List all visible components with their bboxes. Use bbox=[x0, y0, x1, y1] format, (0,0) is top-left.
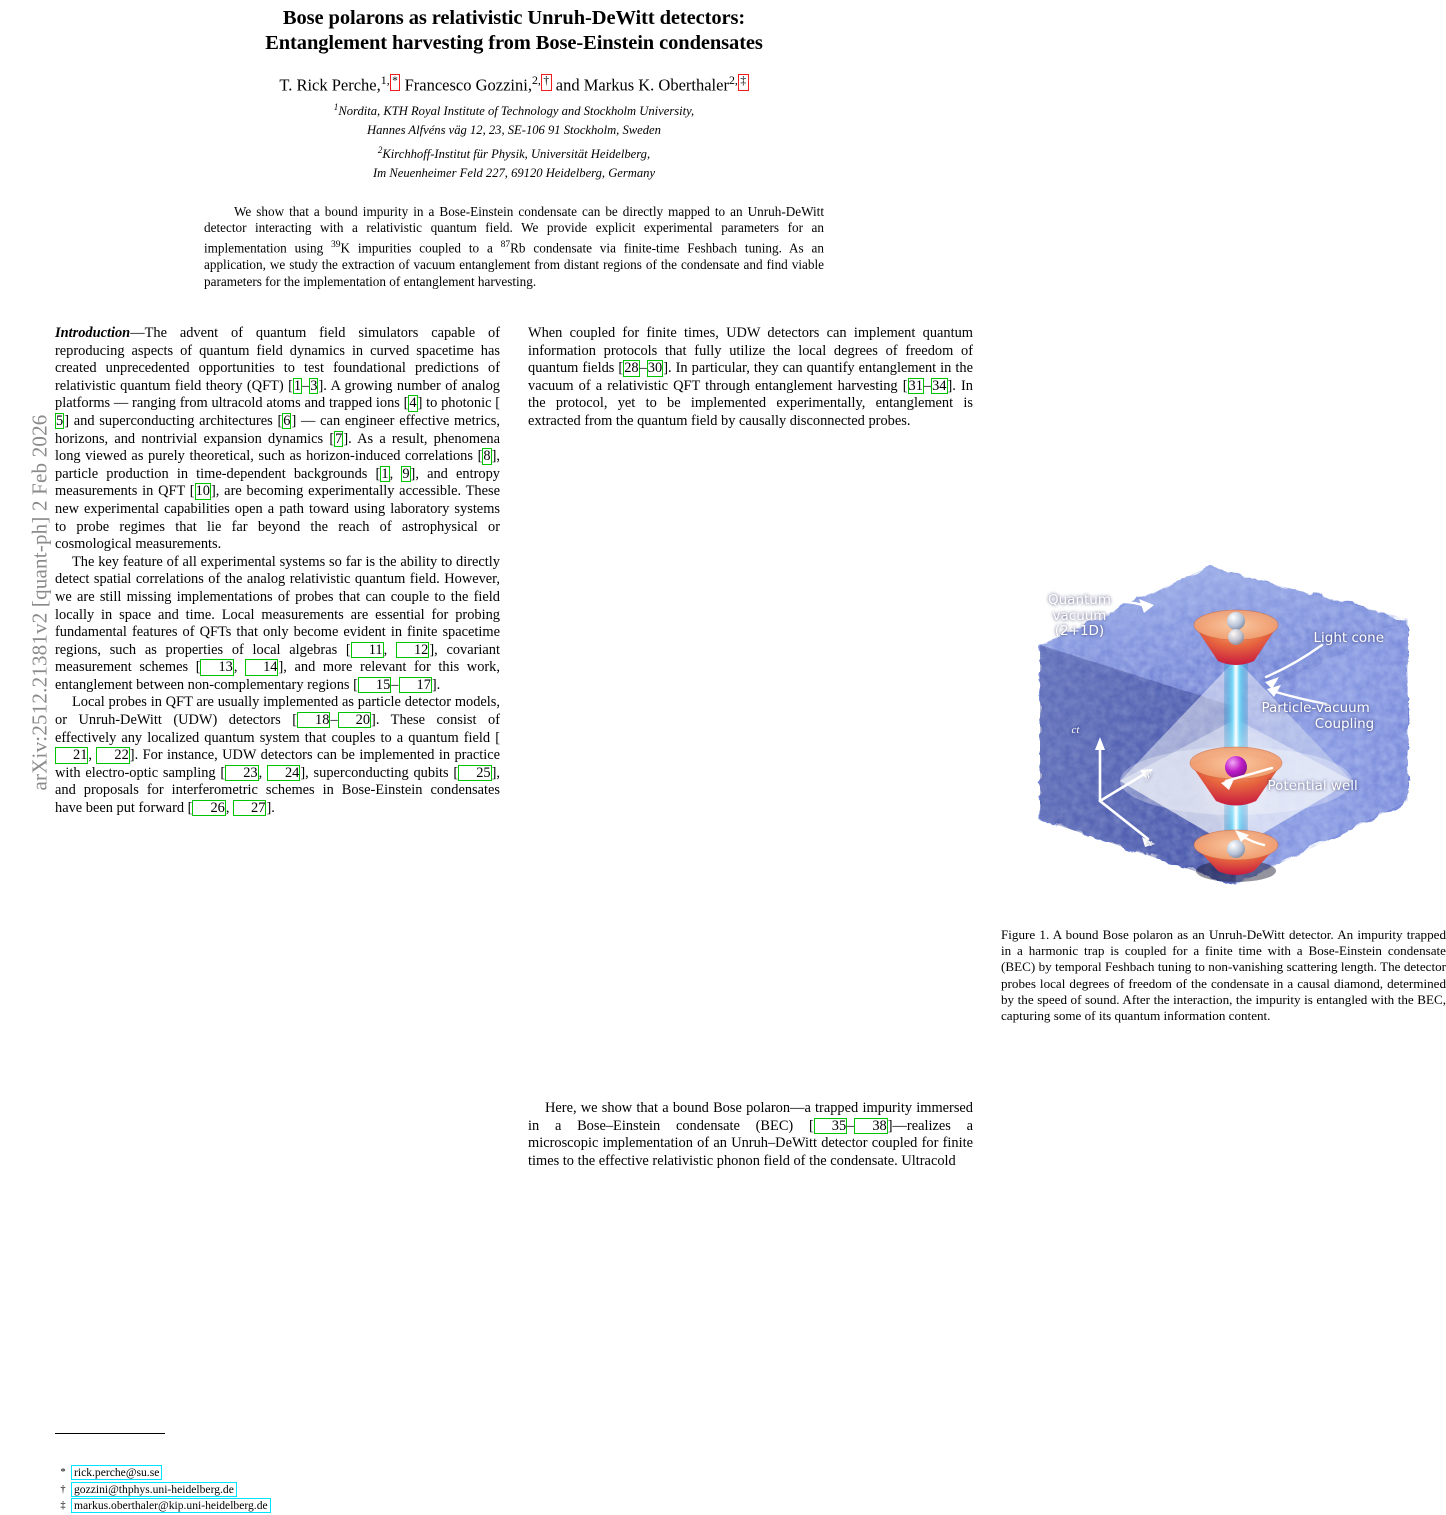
paragraph-here-we-show bbox=[528, 1100, 973, 1170]
trap-bottom-potential-well bbox=[1194, 830, 1278, 882]
intro-text-c: ] to photonic [ bbox=[417, 395, 500, 412]
citation-dash-2: – bbox=[391, 676, 399, 693]
citation-link-38[interactable]: 38 bbox=[854, 1118, 887, 1134]
citation-link-6[interactable]: 6 bbox=[283, 412, 291, 429]
label-quantum-vacuum-line2: vacuum bbox=[1052, 607, 1107, 624]
author-3-footnote-marker[interactable]: ‡ bbox=[738, 74, 749, 91]
intro-text-e: ] — can engineer effective metrics, horizons, and nontrivial expansion dynamics [ bbox=[55, 412, 500, 447]
keyfeature-text-a: The key feature of all experimental systems so far is the ability to directly detect spatial correlations of the analog relativistic quantum field. However, we are still missing implementations of probes that can couple to the field locally in space and time. Local measurements are essential for probing fundamental features of QFTs that only become evident in finite spacetime regions, such as properties of local algebras [ bbox=[55, 553, 500, 658]
citation-link-21[interactable]: 21 bbox=[55, 747, 88, 763]
citation-link-31[interactable]: 31 bbox=[908, 377, 923, 394]
citation-link-12[interactable]: 12 bbox=[396, 642, 429, 658]
keyfeature-text-d: ]. bbox=[431, 676, 441, 693]
footnote-row-2 bbox=[55, 1482, 500, 1499]
intro-text-h: ], and entropy measurements in QFT [ bbox=[55, 465, 500, 500]
paragraph-key-feature bbox=[55, 554, 500, 695]
citation-link-23[interactable]: 23 bbox=[225, 765, 258, 781]
title-line-2: Entanglement harvesting from Bose-Einstein condensates bbox=[265, 32, 763, 54]
citation-link-3[interactable]: 3 bbox=[310, 377, 318, 394]
citation-dash-3: – bbox=[330, 712, 338, 729]
localprobes-text-c: ]. For instance, UDW detectors can be implemented in practice with electro-optic sampling [ bbox=[55, 747, 500, 781]
citation-dash-5: – bbox=[923, 377, 932, 394]
intro-text-f: ]. As a result, phenomena long viewed as purely theoretical, such as horizon-induced correlations [ bbox=[55, 430, 500, 465]
citation-link-22[interactable]: 22 bbox=[96, 747, 129, 763]
herewe-text-b: ]—realizes a microscopic implementation of an Unruh–DeWitt detector coupled for finite times to the effective relativistic phonon field of the condensate. Ultracold bbox=[528, 1117, 973, 1169]
label-potential-well-text: Potential well bbox=[1267, 778, 1358, 794]
citation-link-14[interactable]: 14 bbox=[245, 659, 278, 675]
citation-link-13[interactable]: 13 bbox=[200, 659, 233, 675]
citation-link-26[interactable]: 26 bbox=[192, 800, 225, 816]
footnote-block bbox=[55, 1465, 500, 1515]
author-conjunction: and bbox=[555, 75, 580, 95]
figure-image-container bbox=[1014, 541, 1434, 913]
intro-text-g: ], particle production in time-dependent backgrounds [ bbox=[55, 448, 500, 482]
keyfeature-text-b: ], covariant measurement schemes [ bbox=[55, 641, 500, 676]
author-2-name: Francesco Gozzini, bbox=[404, 75, 532, 95]
localprobes-text-e: ], and proposals for interferometric schemes in Bose-Einstein condensates have been put forward [ bbox=[55, 764, 500, 817]
right-column bbox=[528, 325, 1446, 1169]
author-3-name: Markus K. Oberthaler bbox=[583, 75, 729, 95]
citation-link-30[interactable]: 30 bbox=[647, 360, 663, 377]
label-quantum-vacuum-line1: Quantum bbox=[1047, 592, 1111, 608]
isotope-39-symbol: K bbox=[340, 240, 351, 256]
email-link-oberthaler[interactable]: markus.oberthaler@kip.uni-heidelberg.de bbox=[71, 1498, 271, 1513]
citation-sep-2: , bbox=[383, 641, 396, 658]
affiliation-1-line2 bbox=[144, 123, 884, 139]
author-1-footnote-marker[interactable]: * bbox=[390, 74, 401, 91]
axis-label-x: x bbox=[1147, 837, 1153, 849]
citation-sep-5: , bbox=[258, 764, 267, 781]
udw-text-b: ]. In particular, they can quantify entanglement in the vacuum of a relativistic QFT through entanglement harvesting [ bbox=[528, 360, 973, 394]
citation-link-1[interactable]: 1 bbox=[293, 377, 302, 394]
keyfeature-text-c: ], and more relevant for this work, entanglement between non-complementary regions [ bbox=[55, 659, 500, 693]
citation-link-8[interactable]: 8 bbox=[483, 448, 491, 465]
intro-text-i: ], are becoming experimentally accessible. These new experimental capabilities open a path toward using laboratory systems to probe regimes that lie far beyond the reach of astrophysical or cosmological measurements. bbox=[55, 483, 500, 553]
email-link-perche[interactable]: rick.perche@su.se bbox=[71, 1465, 162, 1480]
affiliation-1-line2-text: Hannes Alfvéns väg 12, 23, SE-106 91 Stockholm, Sweden bbox=[367, 123, 661, 138]
affiliation-2-line2 bbox=[144, 166, 884, 182]
author-2-affiliation-sup: 2, bbox=[531, 73, 541, 87]
citation-link-15[interactable]: 15 bbox=[358, 677, 391, 693]
udw-text-c: ]. In the protocol, yet to be implemented experimentally, entanglement is extracted from the quantum field by causally disconnected probes. bbox=[528, 377, 973, 429]
localprobes-text-b: ]. These consist of effectively any localized quantum system that couples to a quantum field [ bbox=[55, 712, 500, 746]
axis-label-ct: ct bbox=[1071, 724, 1080, 736]
citation-dash-1: – bbox=[302, 377, 310, 394]
citation-link-1b[interactable]: 1 bbox=[381, 465, 389, 482]
isotope-87-superscript: 87 bbox=[500, 240, 511, 251]
author-1-name: T. Rick Perche, bbox=[279, 75, 381, 95]
affiliation-1-text: Nordita, KTH Royal Institute of Technology and Stockholm University, bbox=[338, 103, 695, 118]
label-quantum-vacuum bbox=[1020, 593, 1140, 640]
label-potential-well bbox=[1268, 779, 1418, 795]
label-coupling-line1: Particle-vacuum bbox=[1261, 700, 1370, 716]
affiliation-2-line2-text: Im Neuenheimer Feld 227, 69120 Heidelberg, Germany bbox=[372, 166, 656, 181]
intro-text-d: ] and superconducting architectures [ bbox=[64, 412, 283, 429]
citation-link-35[interactable]: 35 bbox=[814, 1118, 847, 1134]
herewe-text-a: Here, we show that a bound Bose polaron—a trapped impurity immersed in a Bose–Einstein condensate (BEC) [ bbox=[528, 1100, 973, 1134]
citation-dash-4: – bbox=[639, 360, 647, 377]
abstract-part-1: We show that a bound impurity in a Bose-Einstein condensate can be directly mapped to an Unruh-DeWitt detector interacting with a relativistic quantum field. We provide explicit experimental parameters for an implementation using bbox=[204, 203, 824, 256]
axis-label-y: y bbox=[1146, 769, 1152, 781]
label-coupling-line2: Coupling bbox=[1314, 715, 1375, 732]
page-title bbox=[164, 0, 864, 56]
author-2-footnote-marker[interactable]: † bbox=[541, 74, 552, 91]
footnote-symbol-double-dagger: ‡ bbox=[60, 1500, 66, 1511]
section-lead-introduction: Introduction bbox=[55, 325, 131, 341]
arxiv-identifier-stamp: arXiv:2512.21381v2 [quant-ph] 2 Feb 2026 bbox=[27, 414, 52, 791]
label-particle-vacuum-coupling bbox=[1262, 701, 1428, 732]
affiliation-1-sup: 1 bbox=[333, 101, 339, 112]
label-quantum-vacuum-line3: (2+1D) bbox=[1054, 623, 1105, 639]
figure-caption-text: A bound Bose polaron as an Unruh-DeWitt detector. An impurity trapped in a harmonic trap is coupled for a finite time with a Bose-Einstein condensate (BEC) by temporal Feshbach tuning to non-vanishing scattering length. The detector probes local degrees of freedom of the condensate in a causal diamond, determined by the speed of sound. After the interaction, the impurity is entangled with the BEC, capturing some of its quantum information content. bbox=[1001, 927, 1446, 1024]
abstract-part-2: impurities coupled to a bbox=[350, 240, 501, 256]
localprobes-text-a: Local probes in QFT are usually implemented as particle detector models, or Unruh-DeWitt (UDW) detectors [ bbox=[55, 694, 500, 729]
citation-dash-6: – bbox=[847, 1117, 855, 1134]
title-line-1: Bose polarons as relativistic Unruh-DeWitt detectors: bbox=[282, 7, 746, 29]
citation-link-27[interactable]: 27 bbox=[233, 800, 266, 816]
udw-text-a: When coupled for finite times, UDW detectors can implement quantum information protocols that fully utilize the local degrees of freedom of quantum fields [ bbox=[528, 325, 973, 377]
citation-link-34[interactable]: 34 bbox=[932, 377, 947, 394]
affiliation-2 bbox=[144, 143, 884, 163]
footnote-divider-rule bbox=[55, 1433, 165, 1434]
paragraph-udw-protocols bbox=[528, 325, 973, 431]
citation-link-28[interactable]: 28 bbox=[624, 360, 639, 377]
citation-link-24[interactable]: 24 bbox=[267, 765, 300, 781]
abstract-part-3: condensate via finite-time Feshbach tuning. As an application, we study the extraction of vacuum entanglement from distant regions of the condensate and find viable parameters for the implementation of entanglement harvesting. bbox=[204, 240, 824, 289]
citation-link-25[interactable]: 25 bbox=[458, 765, 491, 781]
citation-link-9[interactable]: 9 bbox=[402, 465, 410, 482]
localprobes-text-f: ]. bbox=[266, 800, 275, 817]
citation-link-7[interactable]: 7 bbox=[335, 430, 343, 447]
author-1-affiliation-sup: 1, bbox=[380, 73, 390, 87]
citation-link-11[interactable]: 11 bbox=[351, 642, 384, 658]
footnote-row-3 bbox=[55, 1498, 500, 1515]
citation-link-4[interactable]: 4 bbox=[409, 395, 417, 412]
left-column bbox=[55, 325, 500, 1512]
localprobes-text-d: ], superconducting qubits [ bbox=[300, 764, 459, 781]
citation-sep-6: , bbox=[225, 800, 234, 817]
citation-link-10[interactable]: 10 bbox=[195, 483, 210, 500]
citation-sep-3: , bbox=[233, 659, 246, 676]
figure-caption bbox=[1001, 927, 1446, 1024]
citation-link-20[interactable]: 20 bbox=[338, 712, 371, 728]
footnote-symbol-dagger: † bbox=[60, 1483, 66, 1495]
affiliation-2-sup: 2 bbox=[377, 144, 383, 155]
citation-link-5[interactable]: 5 bbox=[56, 412, 64, 429]
label-light-cone bbox=[1314, 631, 1424, 647]
footnote-symbol-asterisk: * bbox=[60, 1467, 66, 1478]
affiliation-2-text: Kirchhoff-Institut für Physik, Universität Heidelberg, bbox=[382, 146, 651, 161]
affiliation-1 bbox=[144, 100, 884, 120]
author-3-affiliation-sup: 2, bbox=[728, 73, 738, 87]
author-list bbox=[144, 70, 884, 96]
email-link-gozzini[interactable]: gozzini@thphys.uni-heidelberg.de bbox=[71, 1482, 237, 1497]
paragraph-local-probes bbox=[55, 694, 500, 817]
citation-sep-1: , bbox=[389, 465, 402, 482]
isotope-39-superscript: 39 bbox=[331, 240, 341, 251]
paper-page bbox=[55, 0, 1446, 1512]
isotope-87-symbol: Rb bbox=[510, 240, 526, 256]
intro-text-a: —The advent of quantum field simulators capable of reproducing aspects of quantum field dynamics in curved spacetime has created unprecedented opportunities to test foundational predictions of relativistic quantum field theory (QFT) [ bbox=[55, 325, 500, 394]
intro-text-b: ]. A growing number of analog platforms — ranging from ultracold atoms and trapped ions [ bbox=[55, 377, 500, 412]
citation-link-18[interactable]: 18 bbox=[297, 712, 330, 728]
citation-link-17[interactable]: 17 bbox=[399, 677, 432, 693]
citation-sep-4: , bbox=[88, 747, 97, 764]
paragraph-introduction bbox=[55, 325, 500, 554]
footnote-row-1 bbox=[55, 1465, 500, 1482]
abstract bbox=[204, 204, 824, 290]
label-light-cone-text: Light cone bbox=[1313, 630, 1385, 646]
figure-caption-number: Figure 1. bbox=[1001, 927, 1050, 942]
figure-1 bbox=[1001, 541, 1446, 1024]
